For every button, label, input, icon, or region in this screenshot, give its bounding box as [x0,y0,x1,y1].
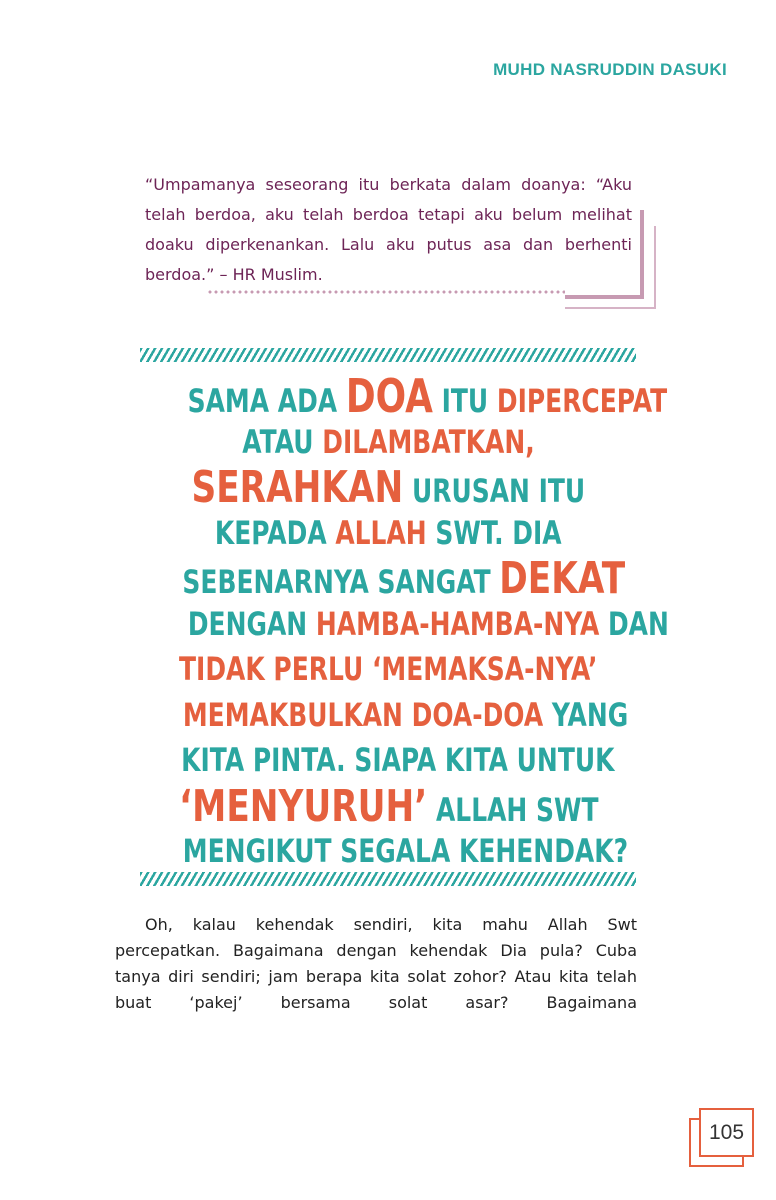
pull-quote-emphasis: DILAMBATKAN, [321,422,535,461]
pull-quote-text: URUSAN ITU [402,472,585,510]
pull-quote-line [120,829,656,875]
pull-quote-line [120,553,656,604]
body-paragraph-text: Oh, kalau kehendak sendiri, kita mahu Allah Swt percepatkan. Bagaimana dengan kehendak Dia pula? Cuba tanya diri sendiri; jam berapa kita solat zohor? Atau kita telah buat ‘pakej’ bersama solat asar? Bagaimana [115,915,637,1012]
pull-quote-text: DENGAN [187,604,316,643]
pull-quote-text: SWT. DIA [426,513,562,552]
body-paragraph [115,912,637,1016]
pull-quote-text: DAN [599,604,669,643]
pull-quote-line-inner [179,647,598,698]
pull-quote-text: YANG [543,695,629,734]
running-header-author: MUHD NASRUDDIN DASUKI [493,60,727,79]
pull-quote-text: ALLAH SWT [427,790,599,829]
pull-quote-text: MENGIKUT SEGALA KEHENDAK? [182,832,629,870]
pull-quote-line [120,647,656,693]
page-number: 105 [708,1121,745,1144]
pull-quote-emphasis: DOA [345,369,433,423]
pull-quote-line [120,602,669,648]
pull-quote-text: ITU [432,382,497,420]
pull-quote-line [120,462,656,513]
pull-quote-line [120,369,668,423]
quote-dotted-divider [207,290,565,294]
pull-quote-emphasis: TIDAK PERLU ‘MEMAKSA-NYA’ [179,650,598,688]
pull-quote-line-inner [183,693,628,744]
pull-quote-emphasis: DIPERCEPAT [496,382,668,420]
hadith-quote-text: “Umpamanya seseorang itu berkata dalam doanya: “Aku telah berdoa, aku telah berdoa tetapi aku belum melihat doaku diperkenankan. Lalu aku putus asa dan berhenti berdoa.” – HR Muslim. [145,175,632,284]
highlight-pull-quote [120,369,669,875]
hatch-divider-top [140,348,636,362]
pull-quote-text: SEBENARNYA SANGAT [182,563,500,601]
pull-quote-emphasis: HAMBA-HAMBA-NYA [315,604,600,643]
pull-quote-emphasis: MEMAKBULKAN DOA-DOA [182,695,544,734]
hadith-quote-box [145,170,632,290]
pull-quote-emphasis: SERAHKAN [191,462,403,513]
pull-quote-emphasis: ‘MENYURUH’ [179,780,428,832]
pull-quote-line-inner [188,602,669,653]
pull-quote-text: KITA PINTA. SIAPA KITA UNTUK [181,741,615,779]
pull-quote-line [120,738,656,784]
pull-quote-line [120,693,656,739]
pull-quote-emphasis: ALLAH [335,513,427,552]
pull-quote-text: SAMA ADA [187,382,346,420]
pull-quote-text: KEPADA [214,513,336,552]
pull-quote-emphasis: DEKAT [499,553,626,604]
pull-quote-line [120,780,656,832]
pull-quote-text: ATAU [241,422,322,461]
hatch-divider-bottom [140,872,636,886]
